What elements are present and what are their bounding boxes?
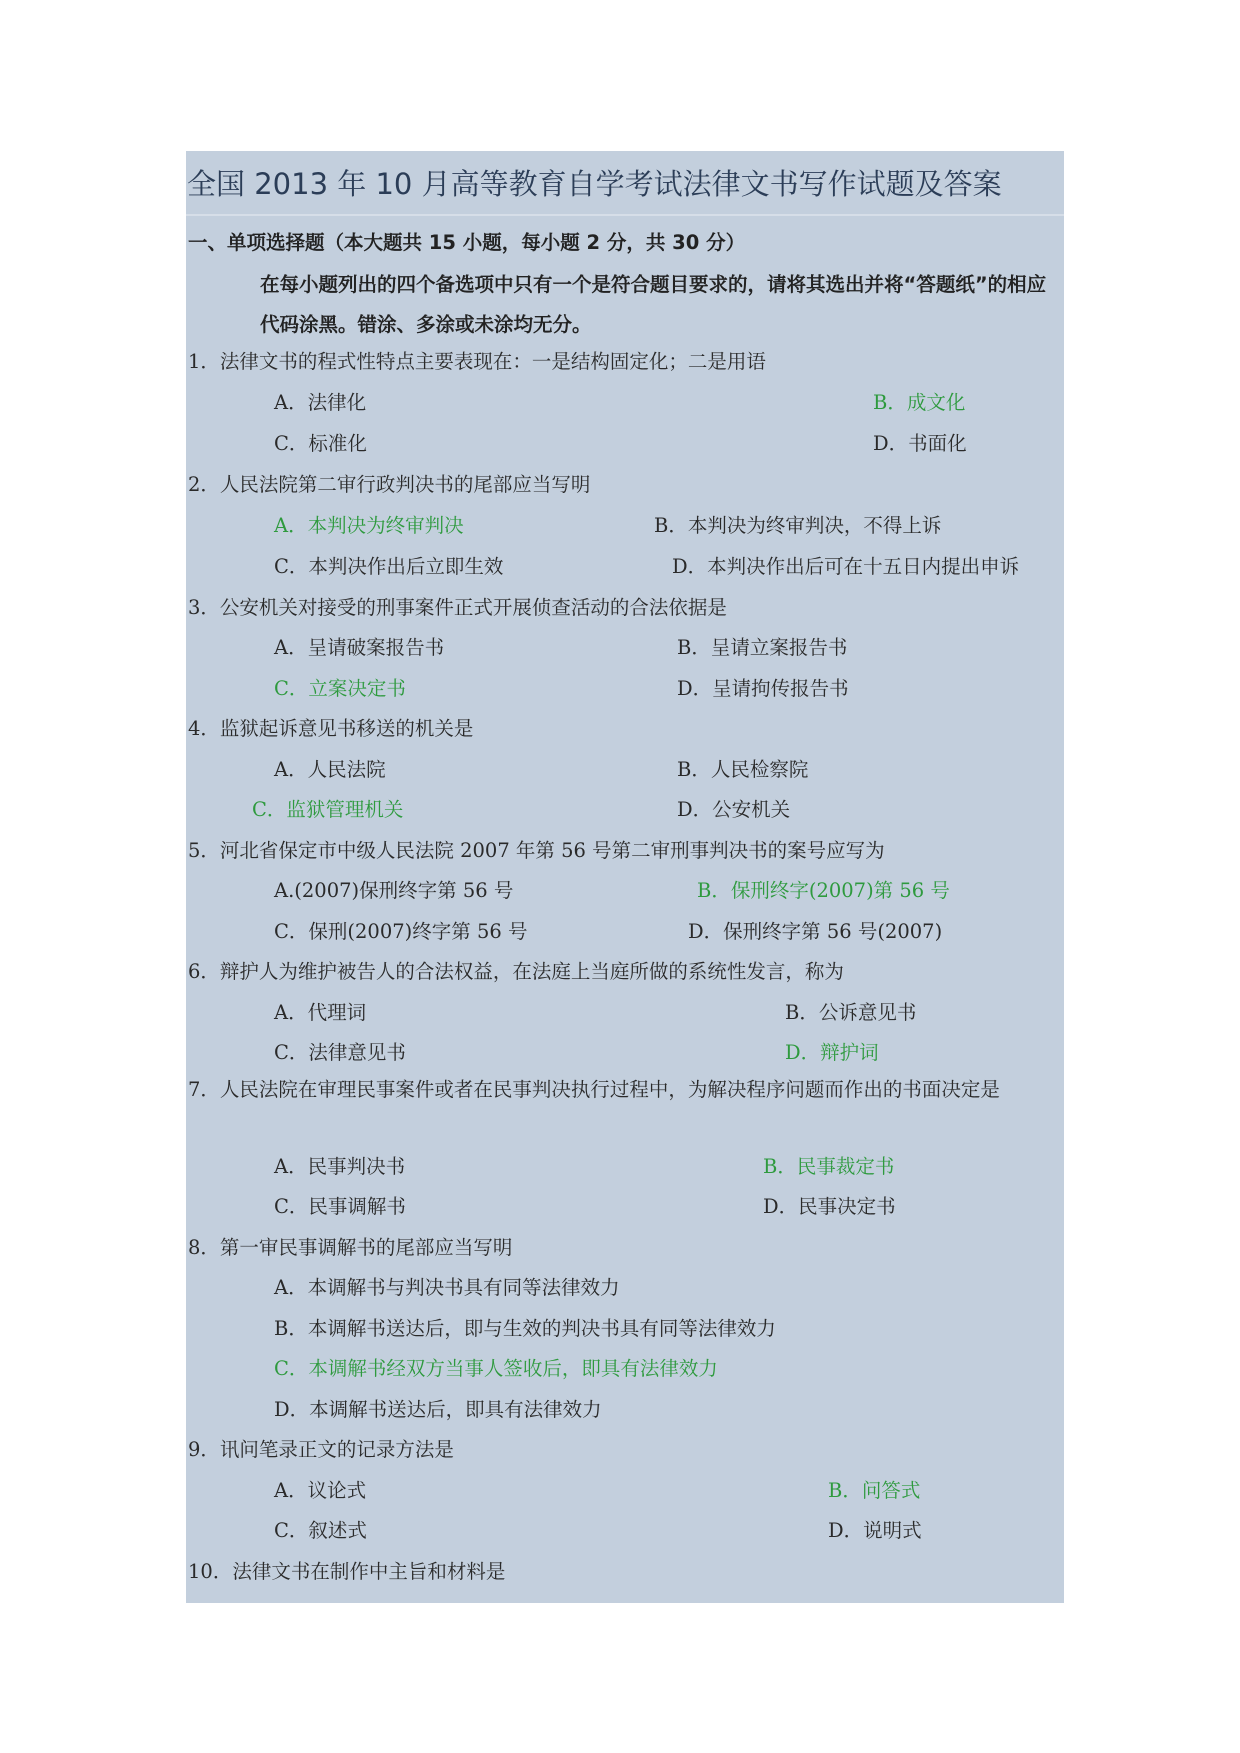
option-c: C．民事调解书 xyxy=(274,1195,406,1218)
title-divider xyxy=(186,214,1064,216)
option-d: D．民事决定书 xyxy=(763,1195,896,1218)
option-c: C．标准化 xyxy=(274,432,367,455)
option-b-answer: B．保刑终字(2007)第 56 号 xyxy=(697,879,950,902)
option-b: B．本调解书送达后，即与生效的判决书具有同等法律效力 xyxy=(274,1317,776,1340)
option-d: D．公安机关 xyxy=(677,798,791,821)
section-instruction: 在每小题列出的四个备选项中只有一个是符合题目要求的，请将其选出并将“答题纸”的相应代码涂黑。错涂、多涂或未涂均无分。 xyxy=(260,273,1047,336)
question-stem: 9．讯问笔录正文的记录方法是 xyxy=(188,1438,454,1461)
option-c: C．叙述式 xyxy=(274,1519,367,1542)
option-d: D．呈请拘传报告书 xyxy=(677,677,849,700)
option-b-answer: B．成文化 xyxy=(873,391,966,414)
question-stem: 10．法律文书在制作中主旨和材料是 xyxy=(188,1560,506,1583)
question-stem: 1．法律文书的程式性特点主要表现在：一是结构固定化；二是用语 xyxy=(188,350,766,373)
question-stem: 5．河北省保定市中级人民法院 2007 年第 56 号第二审刑事判决书的案号应写为 xyxy=(188,839,885,862)
option-d-answer: D．辩护词 xyxy=(785,1041,879,1064)
option-b: B．呈请立案报告书 xyxy=(677,636,848,659)
option-c: C．法律意见书 xyxy=(274,1041,406,1064)
option-c: C．本判决作出后立即生效 xyxy=(274,555,504,578)
option-c-answer: C．监狱管理机关 xyxy=(252,798,404,821)
section-heading: 一、单项选择题（本大题共 15 小题，每小题 2 分，共 30 分） xyxy=(188,231,746,254)
document-title: 全国 2013 年 10 月高等教育自学考试法律文书写作试题及答案 xyxy=(187,167,1002,201)
option-b-answer: B．民事裁定书 xyxy=(763,1155,895,1178)
option-a: A.(2007)保刑终字第 56 号 xyxy=(274,879,514,902)
question-stem: 6．辩护人为维护被告人的合法权益，在法庭上当庭所做的系统性发言，称为 xyxy=(188,960,844,983)
question-stem: 2．人民法院第二审行政判决书的尾部应当写明 xyxy=(188,473,591,496)
option-a: A．呈请破案报告书 xyxy=(274,636,445,659)
question-stem: 4．监狱起诉意见书移送的机关是 xyxy=(188,717,474,740)
option-a: A．人民法院 xyxy=(274,758,386,781)
option-d: D．书面化 xyxy=(873,432,967,455)
option-a: A．本调解书与判决书具有同等法律效力 xyxy=(274,1276,620,1299)
option-a: A．民事判决书 xyxy=(274,1155,406,1178)
option-d: D．本判决作出后可在十五日内提出申诉 xyxy=(672,555,1020,578)
option-c-answer: C．立案决定书 xyxy=(274,677,406,700)
option-c-answer: C．本调解书经双方当事人签收后，即具有法律效力 xyxy=(274,1357,718,1380)
option-b: B．本判决为终审判决，不得上诉 xyxy=(654,514,942,537)
option-b: B．人民检察院 xyxy=(677,758,809,781)
option-a: A．法律化 xyxy=(274,391,367,414)
option-d: D．本调解书送达后，即具有法律效力 xyxy=(274,1398,602,1421)
option-d: D．说明式 xyxy=(828,1519,922,1542)
question-stem: 3．公安机关对接受的刑事案件正式开展侦查活动的合法依据是 xyxy=(188,596,727,619)
option-b: B．公诉意见书 xyxy=(785,1001,917,1024)
option-b-answer: B．问答式 xyxy=(828,1479,921,1502)
option-a: A．议论式 xyxy=(274,1479,367,1502)
option-c: C．保刑(2007)终字第 56 号 xyxy=(274,920,528,943)
option-a-answer: A．本判决为终审判决 xyxy=(274,514,464,537)
option-d: D．保刑终字第 56 号(2007) xyxy=(688,920,943,943)
option-a: A．代理词 xyxy=(274,1001,367,1024)
question-stem: 8．第一审民事调解书的尾部应当写明 xyxy=(188,1236,513,1259)
question-stem: 7．人民法院在审理民事案件或者在民事判决执行过程中，为解决程序问题而作出的书面决定是 xyxy=(188,1078,1000,1101)
